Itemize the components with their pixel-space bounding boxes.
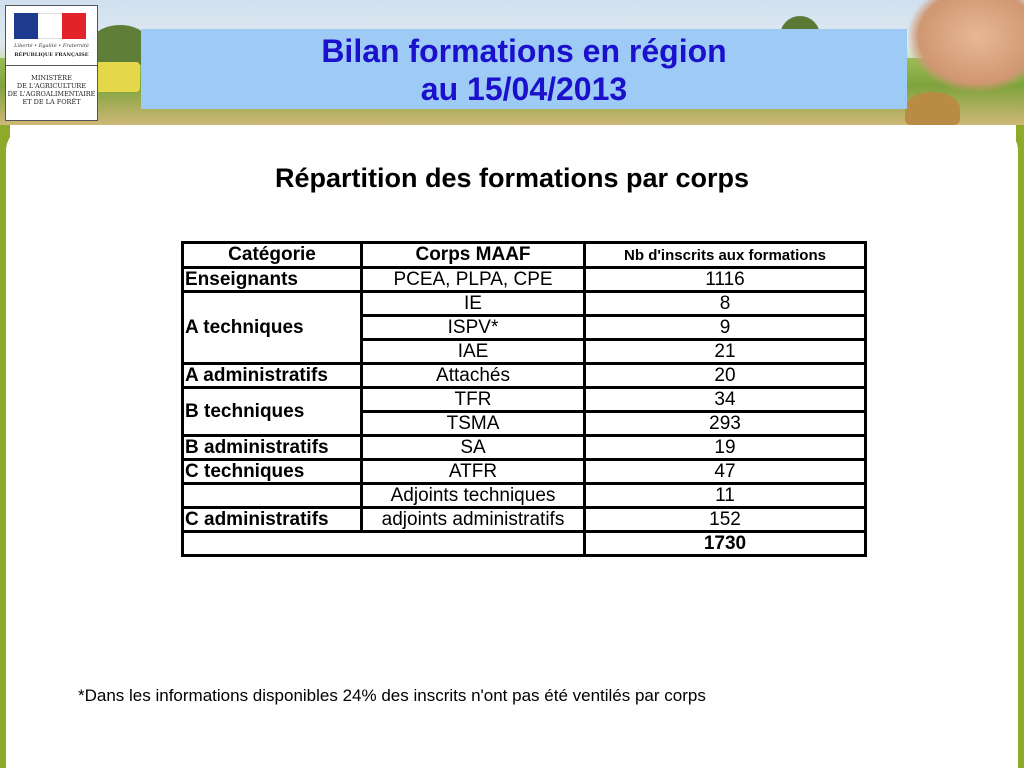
cell-corps: IE [362,292,585,316]
table-row [183,388,866,412]
logo-ministry-line2: DE L'AGRICULTURE [16,82,87,90]
cell-categorie [183,484,362,508]
section-title: Répartition des formations par corps [274,163,750,193]
table-row [183,508,866,532]
header-categorie: Catégorie [183,243,362,268]
header-corps: Corps MAAF [362,243,585,268]
cell-nb: 1116 [585,268,866,292]
hay-bale-image [905,92,960,125]
cell-corps: Adjoints techniques [362,484,585,508]
table-row [183,364,866,388]
cell-categorie: A techniques [183,292,362,364]
logo-ministry-line1: MINISTÈRE [31,74,72,82]
cell-nb: 21 [585,340,866,364]
logo-motto: Liberté • Égalité • Fraternité [14,43,89,49]
cell-categorie: A administratifs [183,364,362,388]
page-title-line1: Bilan formations en région [321,33,727,69]
cell-nb: 20 [585,364,866,388]
cell-total: 1730 [585,532,866,556]
logo-ministry-line3: DE L'AGROALIMENTAIRE [7,90,96,98]
table-row [183,292,866,316]
cell-corps: IAE [362,340,585,364]
cell-categorie: Enseignants [183,268,362,292]
cell-corps: SA [362,436,585,460]
footnote: *Dans les informations disponibles 24% des inscrits n'ont pas été ventilés par corps [78,686,706,705]
cell-categorie: B techniques [183,388,362,436]
cell-corps: Attachés [362,364,585,388]
logo-republic: RÉPUBLIQUE FRANÇAISE [14,52,89,58]
formations-table [181,241,867,557]
total-label-cell [183,532,585,556]
table-row [183,268,866,292]
cell-nb: 9 [585,316,866,340]
table-row [183,436,866,460]
logo-divider [6,65,97,66]
cell-categorie: C techniques [183,460,362,484]
hand-image [908,0,1024,92]
cell-corps: TFR [362,388,585,412]
table-row [183,460,866,484]
page-title-line2: au 15/04/2013 [420,71,628,107]
marianne-flag-icon [14,13,86,39]
table-header-row [183,243,866,268]
cell-corps: TSMA [362,412,585,436]
header-nb-inscrits: Nb d'inscrits aux formations [585,243,866,268]
title-box [141,29,907,109]
cell-corps: ISPV* [362,316,585,340]
cell-corps: adjoints administratifs [362,508,585,532]
cell-categorie: C administratifs [183,508,362,532]
cell-nb: 11 [585,484,866,508]
ministry-logo [5,5,98,121]
cell-corps: ATFR [362,460,585,484]
cell-nb: 19 [585,436,866,460]
cell-categorie: B administratifs [183,436,362,460]
table-row [183,484,866,508]
cell-nb: 47 [585,460,866,484]
cell-nb: 34 [585,388,866,412]
landscape-rapeseed [95,62,140,92]
table-total-row [183,532,866,556]
cell-nb: 293 [585,412,866,436]
logo-ministry [6,74,97,106]
logo-ministry-line4: ET DE LA FORÊT [22,98,81,106]
cell-nb: 152 [585,508,866,532]
cell-corps: PCEA, PLPA, CPE [362,268,585,292]
cell-nb: 8 [585,292,866,316]
